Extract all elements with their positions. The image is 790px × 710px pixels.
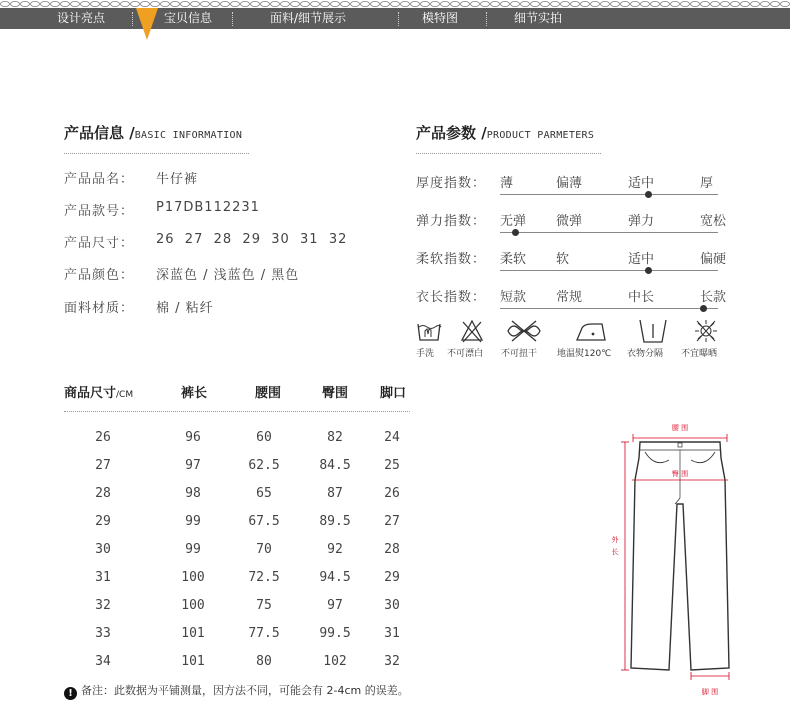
param-selected-dot xyxy=(512,229,519,236)
nav-separator xyxy=(398,12,399,26)
nav-separator xyxy=(232,12,233,26)
param-label: 厚度指数： xyxy=(416,176,487,191)
hip-label: 臀 围 xyxy=(671,470,689,478)
info-value-name: 牛仔裤 xyxy=(156,172,199,187)
no-wring-icon xyxy=(504,318,544,344)
care-label: 地温熨120℃ xyxy=(557,349,612,359)
table-cell: 97 xyxy=(327,598,343,613)
length-label-a: 外 xyxy=(611,536,619,544)
table-cell: 96 xyxy=(185,430,201,445)
nav-item-info[interactable]: 宝贝信息 xyxy=(164,11,213,25)
nav-item-fabric[interactable]: 面料/细节展示 xyxy=(270,11,347,25)
table-cell: 26 xyxy=(384,486,400,501)
divider xyxy=(416,153,601,154)
table-cell: 67.5 xyxy=(248,514,280,529)
table-cell: 27 xyxy=(384,514,400,529)
pants-measure-diagram xyxy=(605,418,755,703)
table-cell: 92 xyxy=(327,542,343,557)
param-option: 偏硬 xyxy=(700,252,727,267)
table-cell: 33 xyxy=(95,626,111,641)
table-cell: 97 xyxy=(185,458,201,473)
param-option: 无弹 xyxy=(500,214,527,229)
waist-label: 腰 围 xyxy=(671,424,689,432)
button-icon xyxy=(678,443,682,447)
table-cell: 60 xyxy=(256,430,272,445)
table-cell: 65 xyxy=(256,486,272,501)
no-sun-dry-icon xyxy=(694,318,718,344)
info-value-size: 26 27 28 29 30 31 32 xyxy=(156,232,348,247)
table-cell: 72.5 xyxy=(248,570,280,585)
table-cell: 99 xyxy=(185,542,201,557)
care-label: 手洗 xyxy=(416,349,435,359)
param-option: 中长 xyxy=(628,290,655,305)
size-table-header: 脚口 xyxy=(380,386,407,401)
info-value-material: 棉 / 粘纤 xyxy=(156,301,214,316)
info-value-sku: P17DB112231 xyxy=(156,200,260,215)
param-scale-line xyxy=(500,308,718,309)
table-cell: 32 xyxy=(384,654,400,669)
param-option: 弹力 xyxy=(628,214,655,229)
care-label: 不可漂白 xyxy=(447,349,484,359)
param-option: 薄 xyxy=(500,176,514,191)
nav-item-model[interactable]: 模特图 xyxy=(422,11,459,25)
info-value-color: 深蓝色 / 浅蓝色 / 黑色 xyxy=(156,268,300,283)
table-cell: 62.5 xyxy=(248,458,280,473)
table-cell: 29 xyxy=(384,570,400,585)
nav-active-pointer xyxy=(136,8,158,40)
table-cell: 94.5 xyxy=(319,570,351,585)
note xyxy=(64,682,409,700)
divider xyxy=(64,411,410,412)
param-option: 宽松 xyxy=(700,214,727,229)
table-cell: 82 xyxy=(327,430,343,445)
param-label: 柔软指数： xyxy=(416,252,487,267)
param-label: 弹力指数： xyxy=(416,214,487,229)
table-cell: 25 xyxy=(384,458,400,473)
table-cell: 30 xyxy=(95,542,111,557)
table-cell: 99.5 xyxy=(319,626,351,641)
size-table-header: 臀围 xyxy=(322,386,349,401)
info-label-color: 产品颜色： xyxy=(64,268,135,283)
table-cell: 28 xyxy=(384,542,400,557)
param-selected-dot xyxy=(700,305,707,312)
param-option: 微弹 xyxy=(556,214,583,229)
param-option: 适中 xyxy=(628,176,655,191)
param-option: 短款 xyxy=(500,290,527,305)
param-option: 厚 xyxy=(700,176,714,191)
param-option: 柔软 xyxy=(500,252,527,267)
top-nav xyxy=(0,8,790,29)
table-cell: 101 xyxy=(181,654,205,669)
care-label: 不宜曝晒 xyxy=(681,349,718,359)
table-cell: 100 xyxy=(181,598,205,613)
care-label: 衣物分隔 xyxy=(627,349,664,359)
table-cell: 26 xyxy=(95,430,111,445)
length-label-b: 长 xyxy=(611,548,619,556)
table-cell: 31 xyxy=(95,570,111,585)
size-table-header: 商品尺寸/CM xyxy=(64,386,134,401)
nav-item-detail[interactable]: 细节实拍 xyxy=(514,11,563,25)
info-label-material: 面料材质： xyxy=(64,301,135,316)
nav-separator xyxy=(132,12,133,26)
param-scale-line xyxy=(500,232,718,233)
table-cell: 75 xyxy=(256,598,272,613)
table-cell: 34 xyxy=(95,654,111,669)
note-text: 备注：此数据为平铺测量，因方法不同，可能会有 2-4cm 的误差。 xyxy=(81,684,409,697)
no-bleach-icon xyxy=(460,318,484,344)
size-table-header: 腰围 xyxy=(255,386,282,401)
table-cell: 32 xyxy=(95,598,111,613)
param-option: 偏薄 xyxy=(556,176,583,191)
param-option: 长款 xyxy=(700,290,727,305)
basic-info-title: 产品信息 /BASIC INFORMATION xyxy=(64,124,243,142)
table-cell: 102 xyxy=(323,654,347,669)
param-option: 软 xyxy=(556,252,570,267)
divider xyxy=(64,153,249,154)
nav-item-design[interactable]: 设计亮点 xyxy=(57,11,106,25)
table-cell: 100 xyxy=(181,570,205,585)
iron-icon xyxy=(574,318,608,344)
table-cell: 84.5 xyxy=(319,458,351,473)
table-cell: 80 xyxy=(256,654,272,669)
size-unit: /CM xyxy=(116,390,134,400)
param-scale-line xyxy=(500,270,718,271)
table-cell: 24 xyxy=(384,430,400,445)
table-cell: 70 xyxy=(256,542,272,557)
param-option: 适中 xyxy=(628,252,655,267)
table-cell: 87 xyxy=(327,486,343,501)
hand-wash-icon xyxy=(416,318,442,344)
hem-label: 脚 围 xyxy=(701,688,719,696)
table-cell: 77.5 xyxy=(248,626,280,641)
basic-info-subtitle: BASIC INFORMATION xyxy=(134,130,243,141)
param-selected-dot xyxy=(645,267,652,274)
size-table-header: 裤长 xyxy=(181,386,208,401)
param-option: 常规 xyxy=(556,290,583,305)
info-label-size: 产品尺寸： xyxy=(64,236,135,251)
params-title: 产品参数 /PRODUCT PARMETERS xyxy=(416,124,595,142)
params-subtitle: PRODUCT PARMETERS xyxy=(486,130,595,141)
info-label-sku: 产品款号： xyxy=(64,204,135,219)
table-cell: 31 xyxy=(384,626,400,641)
table-cell: 101 xyxy=(181,626,205,641)
param-selected-dot xyxy=(645,191,652,198)
wash-separately-icon xyxy=(638,318,668,344)
warning-icon: ! xyxy=(64,687,77,700)
param-scale-line xyxy=(500,194,718,195)
param-label: 衣长指数： xyxy=(416,290,487,305)
table-cell: 27 xyxy=(95,458,111,473)
table-cell: 99 xyxy=(185,514,201,529)
table-cell: 89.5 xyxy=(319,514,351,529)
nav-separator xyxy=(486,12,487,26)
table-cell: 30 xyxy=(384,598,400,613)
table-cell: 28 xyxy=(95,486,111,501)
table-cell: 29 xyxy=(95,514,111,529)
table-cell: 98 xyxy=(185,486,201,501)
care-label: 不可扭干 xyxy=(501,349,538,359)
info-label-name: 产品品名： xyxy=(64,172,135,187)
nav-decoration xyxy=(0,0,790,8)
